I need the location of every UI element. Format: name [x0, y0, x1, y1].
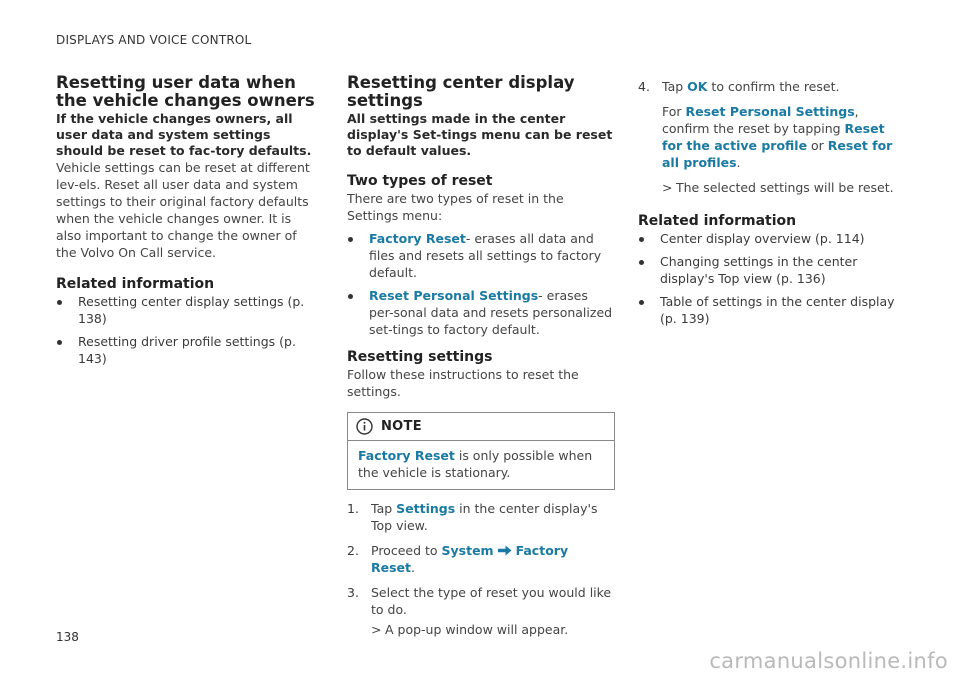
- types-intro: There are two types of reset in the Settings menu:: [347, 191, 564, 223]
- info-icon: [356, 418, 373, 435]
- reset-type-item: [347, 287, 615, 338]
- result-marker: >: [662, 180, 673, 195]
- reset-types-list: [347, 230, 615, 338]
- middle-column: [347, 74, 615, 646]
- step-text: to confirm the reset.: [707, 79, 840, 94]
- step-text: For: [662, 104, 686, 119]
- related-info-heading: Related information: [638, 213, 797, 229]
- reset-active-profile-term: Reset for the active profile: [662, 121, 885, 153]
- types-heading: Two types of reset: [347, 173, 493, 189]
- related-info-heading: Related information: [56, 276, 215, 292]
- related-info-list: [638, 230, 908, 327]
- reset-type-desc: - erases all data and files and resets all settings to factory default.: [369, 231, 602, 280]
- result-marker: >: [371, 622, 382, 637]
- step-text: , confirm the reset by tapping: [662, 104, 859, 136]
- factory-reset-term: Factory Reset: [358, 448, 455, 463]
- related-link[interactable]: Resetting driver profile settings (p. 143): [56, 333, 318, 367]
- arrow-right-icon: [498, 545, 512, 556]
- reset-type-desc: - erases per-sonal data and resets personalized set-tings to factory default.: [369, 288, 613, 337]
- body-paragraph: Vehicle settings can be reset at different lev-els. Reset all user data and system settings to their original factory defaults when the vehicle changes owner. It is also important to change the owner of the Volvo On Call service.: [56, 160, 310, 260]
- reset-personal-settings-term: Reset Personal Settings: [685, 104, 855, 119]
- page-header: DISPLAYS AND VOICE CONTROL: [56, 33, 252, 47]
- settings-term: Settings: [396, 501, 456, 516]
- resetting-heading: Resetting settings: [347, 349, 493, 365]
- step-detail: [662, 103, 908, 171]
- step-result: [371, 621, 615, 638]
- section-title-reset-center-display: Resetting center display settings: [347, 73, 575, 110]
- step-text: in the center display's Top view.: [371, 501, 598, 533]
- lead-paragraph: If the vehicle changes owners, all user data and system settings should be reset to fac-tory defaults.: [56, 111, 312, 158]
- step-number: 4.: [638, 79, 650, 94]
- lead-paragraph: All settings made in the center display's Set-tings menu can be reset to default values.: [347, 111, 613, 158]
- system-term: System: [441, 543, 494, 558]
- related-link[interactable]: Changing settings in the center display's Top view (p. 136): [638, 253, 908, 287]
- result-text: The selected settings will be reset.: [676, 180, 894, 195]
- step-text: .: [411, 560, 415, 575]
- note-text: is only possible when the vehicle is stationary.: [358, 448, 593, 480]
- steps-list-continued: [638, 78, 908, 196]
- related-link[interactable]: Resetting center display settings (p. 138): [56, 293, 318, 327]
- left-column: [56, 74, 318, 373]
- step-text: Tap: [662, 79, 688, 94]
- step-item: [638, 78, 908, 196]
- note-body: [348, 441, 614, 489]
- right-column: [638, 74, 908, 333]
- step-number: 3.: [347, 585, 359, 600]
- ok-term: OK: [687, 79, 708, 94]
- step-text: or: [807, 138, 828, 153]
- steps-list: [347, 500, 615, 638]
- related-link[interactable]: Table of settings in the center display (p. 139): [638, 293, 908, 327]
- resetting-intro: Follow these instructions to reset the settings.: [347, 367, 579, 399]
- note-label: NOTE: [381, 419, 422, 434]
- page-number: 138: [56, 630, 79, 644]
- step-text: Select the type of reset you would like to do.: [371, 585, 612, 617]
- step-item: [347, 584, 615, 638]
- factory-reset-term: Factory Reset: [371, 543, 569, 575]
- reset-personal-settings-term: Reset Personal Settings: [369, 288, 539, 303]
- step-text: .: [736, 155, 741, 170]
- result-text: A pop-up window will appear.: [385, 622, 569, 637]
- step-result: [662, 179, 908, 196]
- step-number: 1.: [347, 501, 359, 516]
- reset-all-profiles-term: Reset for all profiles: [662, 138, 893, 170]
- step-item: [347, 542, 615, 576]
- related-link[interactable]: Center display overview (p. 114): [638, 230, 908, 247]
- step-text: Proceed to: [371, 543, 442, 558]
- step-item: [347, 500, 615, 534]
- step-text: Tap: [371, 501, 397, 516]
- watermark: carmanualsonline.info: [709, 649, 948, 673]
- note-box: [347, 412, 615, 490]
- reset-type-item: [347, 230, 615, 281]
- related-info-list: [56, 293, 318, 367]
- factory-reset-term: Factory Reset: [369, 231, 466, 246]
- note-header: [348, 413, 614, 441]
- section-title-owner-change: Resetting user data when the vehicle changes owners: [56, 73, 315, 110]
- step-number: 2.: [347, 543, 359, 558]
